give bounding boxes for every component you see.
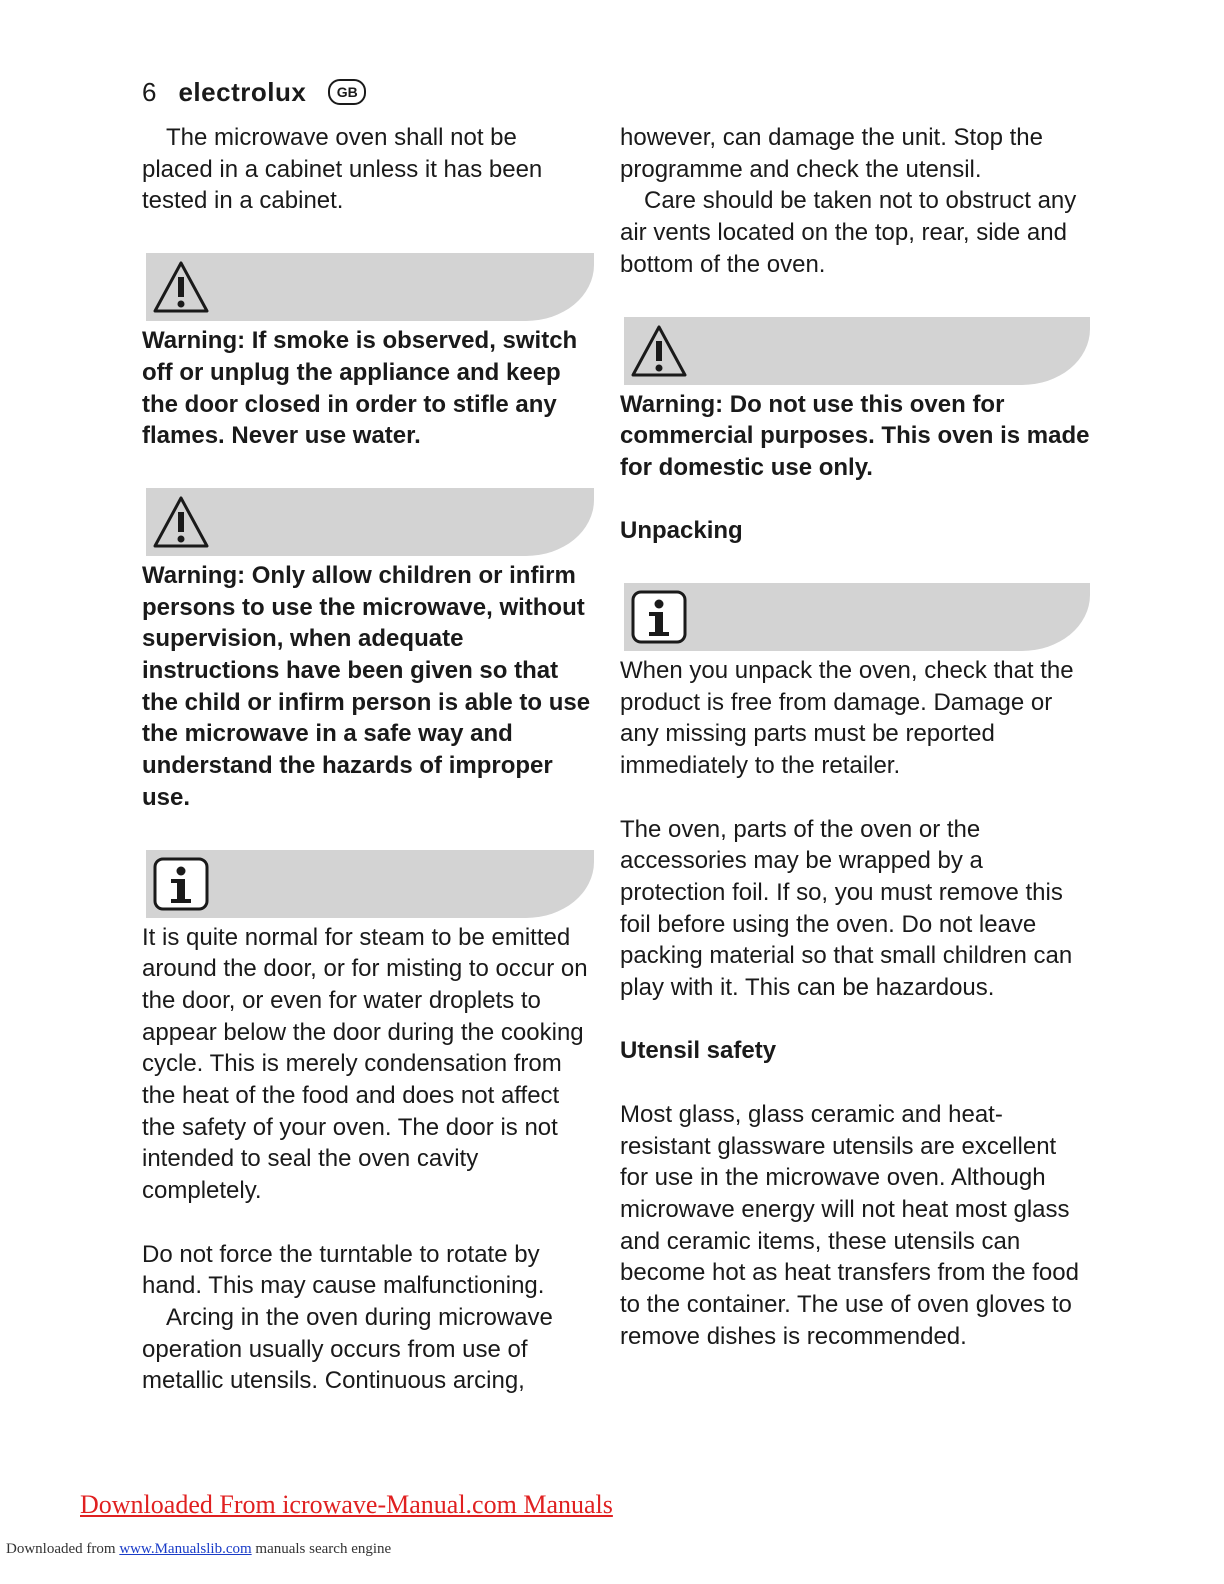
warning-banner: [146, 253, 594, 321]
download-link[interactable]: Downloaded From icrowave-Manual.com Manuals: [80, 1490, 613, 1519]
warning-banner: [624, 317, 1090, 385]
left-column: [142, 122, 594, 1397]
right-column: [620, 122, 1090, 1352]
warning-banner: [146, 488, 594, 556]
warning-children-text: Warning: Only allow children or infirm persons to use the microwave, without supervision, when adequate instructions have been given so that the child or infirm person is able to use the microwave in a safe way and understand the hazards of improper use.: [142, 561, 591, 811]
footer-note: [6, 1541, 391, 1558]
unpacking-heading: Unpacking: [620, 517, 743, 545]
warning-triangle-icon: [152, 259, 210, 315]
turntable-paragraph: Do not force the turntable to rotate by hand. This may cause malfunctioning.: [142, 1240, 545, 1300]
info-icon: [152, 856, 210, 912]
warning-triangle-icon: [630, 323, 688, 379]
arcing-paragraph: Arcing in the oven during microwave operation usually occurs from use of metallic utensils. Continuous arcing,: [142, 1303, 553, 1395]
cabinet-paragraph: The microwave oven shall not be placed in a cabinet unless it has been tested in a cabinet.: [142, 124, 543, 215]
vents-paragraph: Care should be taken not to obstruct any air vents located on the top, rear, side and bottom of the oven.: [620, 187, 1077, 278]
warning-triangle-icon: [152, 494, 210, 550]
info-banner: [624, 583, 1090, 651]
foil-paragraph: The oven, parts of the oven or the accessories may be wrapped by a protection foil. If so, you must remove this foil before using the oven. Do not leave packing material so that small children can play with it. This can be hazardous.: [620, 815, 1073, 1002]
page-number: 6: [142, 76, 157, 107]
brand-logo: electrolux: [178, 76, 307, 107]
warning-commercial-text: Warning: Do not use this oven for commercial purposes. This oven is made for domestic use only.: [620, 390, 1090, 481]
warning-smoke-text: Warning: If smoke is observed, switch off or unplug the appliance and keep the door closed in order to stifle any flames. Never use water.: [142, 327, 578, 450]
arcing-continued: however, can damage the unit. Stop the programme and check the utensil.: [620, 124, 1043, 183]
info-steam-text: It is quite normal for steam to be emitted around the door, or for misting to occur on the door, or even for water droplets to appear below the door during the cooking cycle. This is merely condensation from the heat of the food and does not affect the safety of your oven. The door is not intended to seal the oven cavity completely.: [142, 923, 588, 1205]
utensil-safety-heading: Utensil safety: [620, 1037, 777, 1065]
country-badge: GB: [328, 79, 366, 105]
page-header: [142, 72, 366, 112]
manualslib-link[interactable]: www.Manualslib.com: [119, 1541, 252, 1557]
unpack-check-text: When you unpack the oven, check that the product is free from damage. Damage or any missing parts must be reported immediately to the retailer.: [620, 657, 1074, 780]
info-icon: [630, 589, 688, 645]
footer-suffix: manuals search engine: [251, 1541, 392, 1557]
utensil-safety-text: Most glass, glass ceramic and heat-resistant glassware utensils are excellent for use in the microwave oven. Although microwave energy will not heat most glass and ceramic items, these utensils can become hot as heat transfers from the food to the container. The use of oven gloves to remove dishes is recommended.: [620, 1100, 1079, 1350]
footer-prefix: Downloaded from: [6, 1541, 120, 1557]
info-banner: [146, 850, 594, 918]
